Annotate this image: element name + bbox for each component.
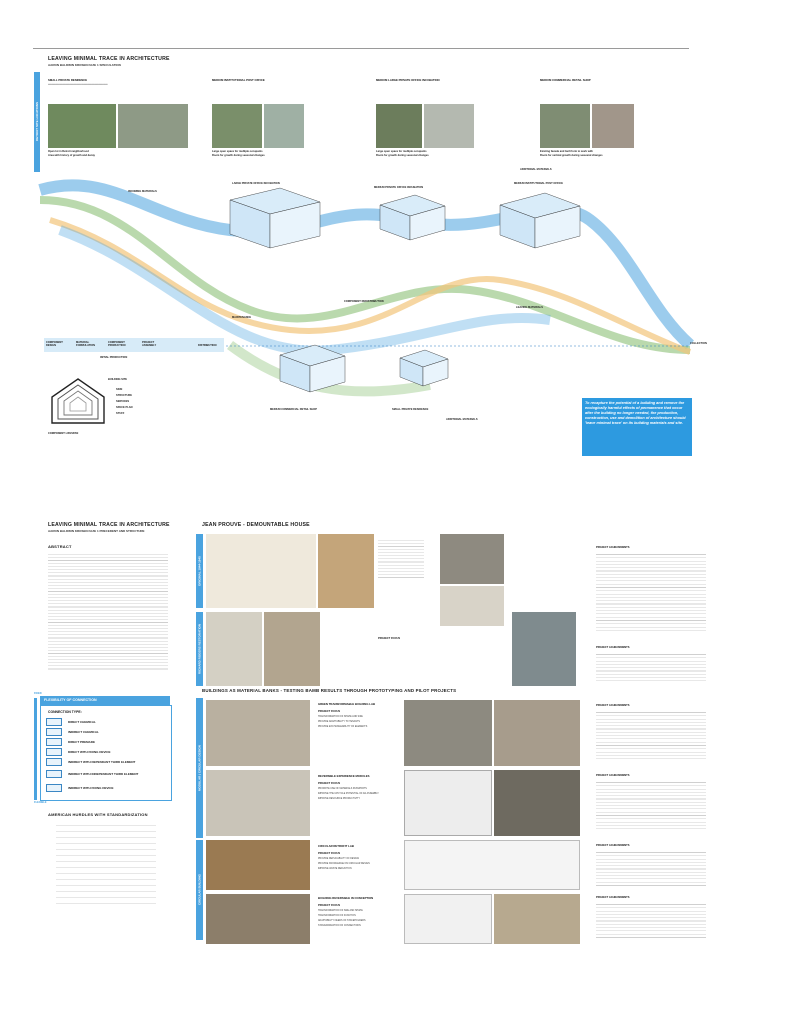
- bamb-project-title: GREEN TRANSFORMABLE BUILDING LAB: [318, 702, 376, 706]
- flex-title: FLEXIBILITY OF CONNECTION: [44, 698, 97, 702]
- site-caption: Existing facade and built form to work with: [540, 150, 593, 153]
- diagram-label: ADDITIONAL MATERIALS: [520, 168, 552, 171]
- legend-item: SKIN: [116, 388, 123, 391]
- connection-icon: [46, 758, 62, 766]
- bamb-sidebar-modular: MODULAR | CIRCULAR DESIGN: [196, 698, 203, 838]
- connection-row: [46, 728, 168, 736]
- legend-item: SERVICES: [116, 400, 130, 403]
- site-street-image: [592, 104, 634, 148]
- bamb-achievements: PROJECT ACHIEVEMENTS: [596, 896, 630, 899]
- connection-row: [46, 748, 168, 756]
- achievements-text: [596, 780, 706, 830]
- bamb-photo: [404, 700, 492, 766]
- bamb-point: TRANSFORMATION OF FUNCTION: [318, 915, 356, 917]
- connection-label: DIRECT WITH FIXING DEVICE: [68, 750, 111, 754]
- connection-icon: [46, 718, 62, 726]
- bamb-achievements: PROJECT ACHIEVEMENTS: [596, 774, 630, 777]
- bamb-point: IMPROVE THE UPCYCLE POTENTIAL OF AN ASSEMBLY: [318, 793, 379, 795]
- bamb-photo: [206, 700, 310, 766]
- prouve-sketch-image: [206, 534, 316, 608]
- site-caption: Open lot in Detroit neighborhood: [48, 150, 89, 153]
- achievements-text: [596, 552, 706, 632]
- legend-item: SPACE PLAN: [116, 406, 133, 409]
- connection-row: [46, 758, 168, 766]
- site-aerial-image: [376, 104, 422, 148]
- achievements-text: [596, 652, 706, 682]
- recapture-callout: To recapture the potential of a building and remove the ecologically harmful effects of permanence that occur after the building no longer needed, the production, construction, use and demolition of architecture should 'leave minimal trace' on its building materials and site.: [582, 398, 692, 456]
- building-residence: [400, 350, 448, 386]
- bamb-point: PROVIDE REPLICABILITY OF DESIGN: [318, 858, 360, 860]
- hurdles-list: [56, 822, 156, 908]
- connection-label: INDIRECT WITH FIXING DEVICE: [68, 786, 114, 790]
- prouve-title: JEAN PROUVE - DEMOUNTABLE HOUSE: [202, 522, 310, 528]
- bamb-project-title: REVERSIBLE EXPERIENCE MODULES: [318, 774, 370, 778]
- legend-item: STUFF: [116, 412, 125, 415]
- prouve-archive-image: [318, 534, 374, 608]
- material-flow-diagram: [30, 160, 710, 430]
- poster2-title: LEAVING MINIMAL TRACE IN ARCHITECTURE: [48, 522, 170, 528]
- diagram-label: COLLECTION: [690, 342, 707, 345]
- bamb-achievements: PROJECT ACHIEVEMENTS: [596, 844, 630, 847]
- rogers-model-image: [206, 612, 262, 686]
- connection-label: INDIRECT CHEMICAL: [68, 730, 99, 734]
- building-post-office: [500, 193, 580, 248]
- achievements-text: [596, 710, 706, 760]
- connection-icon: [46, 738, 62, 746]
- connection-label: INDIRECT WITH DEPENDANT THIRD ELEMENT: [68, 760, 136, 764]
- connection-icon: [46, 784, 62, 792]
- diagram-label: MEDIUM COMMERCIAL RETAIL SHOP: [270, 408, 317, 411]
- connection-icon: [46, 770, 62, 778]
- distribution-label: DISTRIBUTION: [198, 344, 217, 347]
- bamb-photo: [494, 770, 580, 836]
- abstract-title: ABSTRACT: [48, 544, 72, 549]
- site-title: MEDIUM INSTITUTIONAL POST OFFICE: [212, 78, 265, 82]
- bamb-point: PROVIDE ADAPTABILITY TO TENANTS: [318, 721, 360, 723]
- bamb-photo: [206, 770, 310, 836]
- bamb-drawing: [404, 894, 492, 944]
- step-label: PROJECT ASSEMBLY: [142, 341, 157, 347]
- site-caption: Large open space for multiple occupants: [212, 150, 263, 153]
- site-aerial-image: [540, 104, 590, 148]
- bamb-achievements: PROJECT ACHIEVEMENTS: [596, 704, 630, 707]
- prouve-achievements-1: PROJECT ACHIEVEMENTS: [596, 546, 630, 549]
- bamb-point: ADAPTABILITY NEEDS OF STAKEHOLDERS: [318, 920, 366, 922]
- bamb-diagram-strip: [404, 840, 580, 890]
- legend-caption: COMPONENT LIFESPAN: [48, 432, 79, 435]
- bamb-project-title: BUILDING REVERSIBLE IN CONCEPTION: [318, 896, 374, 900]
- achievements-text: [596, 902, 706, 940]
- bamb-focus-label: PROJECT FOCUS: [318, 904, 341, 907]
- site-caption: Area with history of growth and decay: [48, 154, 95, 157]
- fixed-label: FIXED: [34, 692, 42, 695]
- site-aerial-image: [212, 104, 262, 148]
- bamb-sidebar-circular: CIRCULAR BUILDING: [196, 840, 203, 940]
- prouve-sidebar-original: ORIGINAL 1944-1945: [196, 534, 203, 608]
- prouve-achievements-2: PROJECT ACHIEVEMENTS: [596, 646, 630, 649]
- diagram-label: ADDITIONAL MATERIALS: [446, 418, 478, 421]
- legend-item: STRUCTURE: [116, 394, 132, 397]
- site-title: SMALL PRIVATE RESIDENCE: [48, 78, 88, 82]
- step-label: COMPONENT PRODUCTION: [108, 341, 126, 347]
- poster2-subtitle: AARON BALDWIN KROSEN FAZE 1 PRECEDENT AND STRUCTURE: [48, 529, 145, 533]
- diagram-label: MEDIUM PRIVATE OFFICE INCUBATION: [374, 186, 424, 189]
- connection-icon: [46, 748, 62, 756]
- bamb-point: IMPROVE WASTE REDUCTION: [318, 868, 352, 870]
- poster1-title: LEAVING MINIMAL TRACE IN ARCHITECTURE: [48, 56, 170, 62]
- bamb-point: PROVIDE EXCHANGEABILITY OF ELEMENTS: [318, 726, 368, 728]
- abstract-text: [48, 552, 168, 672]
- building-large-office: [230, 188, 320, 248]
- diagram-label: LEAVING MATERIALS: [516, 306, 543, 309]
- connection-type-label: CONNECTION TYPE:: [48, 710, 82, 714]
- bamb-photo: [206, 894, 310, 944]
- connection-row: [46, 784, 168, 792]
- bamb-point: TRANSFORMATION OF SHAPE AND SIZE: [318, 716, 363, 718]
- diagram-label: COMPONENT REDISTRIBUTION: [344, 300, 384, 303]
- connection-row: [46, 738, 168, 746]
- bamb-drawing: [404, 770, 492, 836]
- site-title: MEDIUM LARGE PRIVATE OFFICE INCUBATION: [376, 78, 440, 82]
- prouve-text: [378, 538, 424, 578]
- poster1-subtitle: AARON BALDWIN KROSEN FAZE 1 SPECULATION: [48, 63, 121, 67]
- site-street-image: [424, 104, 474, 148]
- connection-label: INDIRECT WITH INDEPENDANT THIRD ELEMENT: [68, 772, 139, 776]
- prouve-house-photo: [440, 534, 504, 584]
- top-rule: [33, 48, 689, 49]
- step-label: COMPONENT DESIGN: [46, 341, 63, 347]
- project-focus-label: PROJECT FOCUS: [378, 637, 401, 640]
- hurdles-title: AMERICAN HURDLES WITH STANDARDIZATION: [48, 812, 148, 817]
- connection-icon: [46, 728, 62, 736]
- connection-label: DIRECT PREMADE: [68, 740, 96, 744]
- achievements-text: [596, 850, 706, 888]
- bamb-photo: [494, 894, 580, 944]
- diagram-label: MAINTENANCE: [232, 316, 252, 319]
- step-label: MATERIAL FORMULATION: [76, 341, 95, 347]
- bamb-focus-label: PROJECT FOCUS: [318, 852, 341, 855]
- bamb-point: STANDARDIZATION OF CONNECTIONS: [318, 925, 361, 927]
- production-bar: [44, 338, 224, 352]
- site-text: ━━━━━━━━━━━━━━━━━━━━━━━━━━━━━━━━━━━━━━━━━━━: [48, 84, 108, 86]
- bamb-photo: [494, 700, 580, 766]
- bamb-point: TRANSFORMATION OF SIZE AND SHAPE: [318, 910, 363, 912]
- legend-title: BUILDING SITE: [108, 378, 128, 381]
- site-street-image: [264, 104, 304, 148]
- flexible-label: FLEXIBLE: [34, 801, 47, 804]
- site-locations-sidebar: DETROIT SITE LOCATIONS: [34, 72, 40, 172]
- bamb-photo: [206, 840, 310, 890]
- connection-label: DIRECT CHEMICAL: [68, 720, 96, 724]
- site-caption: Large open space for multiple occupants: [376, 150, 427, 153]
- site-title: MEDIUM COMMERCIAL RETAIL SHOP: [540, 78, 591, 82]
- diagram-label: SMALL PRIVATE RESIDENCE: [392, 408, 429, 411]
- initial-production-label: INITIAL PRODUCTION: [100, 356, 128, 359]
- building-medium-office: [380, 195, 445, 240]
- prouve-sidebar-rogers: RICHARD ROGERS RESTORATION: [196, 612, 203, 686]
- diagram-label: INCOMING MATERIALS: [128, 190, 157, 193]
- site-caption: Room for growth during seasonal changes: [376, 154, 429, 157]
- connection-row: [46, 770, 168, 778]
- diagram-label: MEDIUM INSTITUTIONAL POST OFFICE: [514, 182, 563, 185]
- fixed-flexible-scale: [34, 698, 37, 800]
- rogers-house-image: [264, 612, 320, 686]
- lifespan-house-icon: [48, 375, 108, 425]
- bamb-point: PROVIDE KNOWLEDGE ON CIRCULAR DESIGN: [318, 863, 370, 865]
- site-aerial-image: [48, 104, 116, 148]
- connection-row: [46, 718, 168, 726]
- bamb-title: BUILDINGS AS MATERIAL BANKS - TESTING BAMB RESULTS THROUGH PROTOTYPING AND PILOT PROJECTS: [202, 688, 457, 693]
- bamb-point: PROMOTE USE OF MATERIALS PASSPORTS: [318, 788, 367, 790]
- rogers-photo: [512, 612, 576, 686]
- bamb-focus-label: PROJECT FOCUS: [318, 782, 341, 785]
- bamb-project-title: CIRCULAR RETROFIT LAB: [318, 844, 354, 848]
- site-caption: Room for growth during seasonal changes: [212, 154, 265, 157]
- prouve-plan-image: [440, 586, 504, 626]
- diagram-label: LARGE PRIVATE OFFICE INCUBATION: [232, 182, 280, 185]
- site-street-image: [118, 104, 188, 148]
- bamb-focus-label: PROJECT FOCUS: [318, 710, 341, 713]
- site-caption: Room for vertical growth during seasonal changes: [540, 154, 603, 157]
- bamb-point: IMPROVE RESOURCE PRODUCTIVITY: [318, 798, 360, 800]
